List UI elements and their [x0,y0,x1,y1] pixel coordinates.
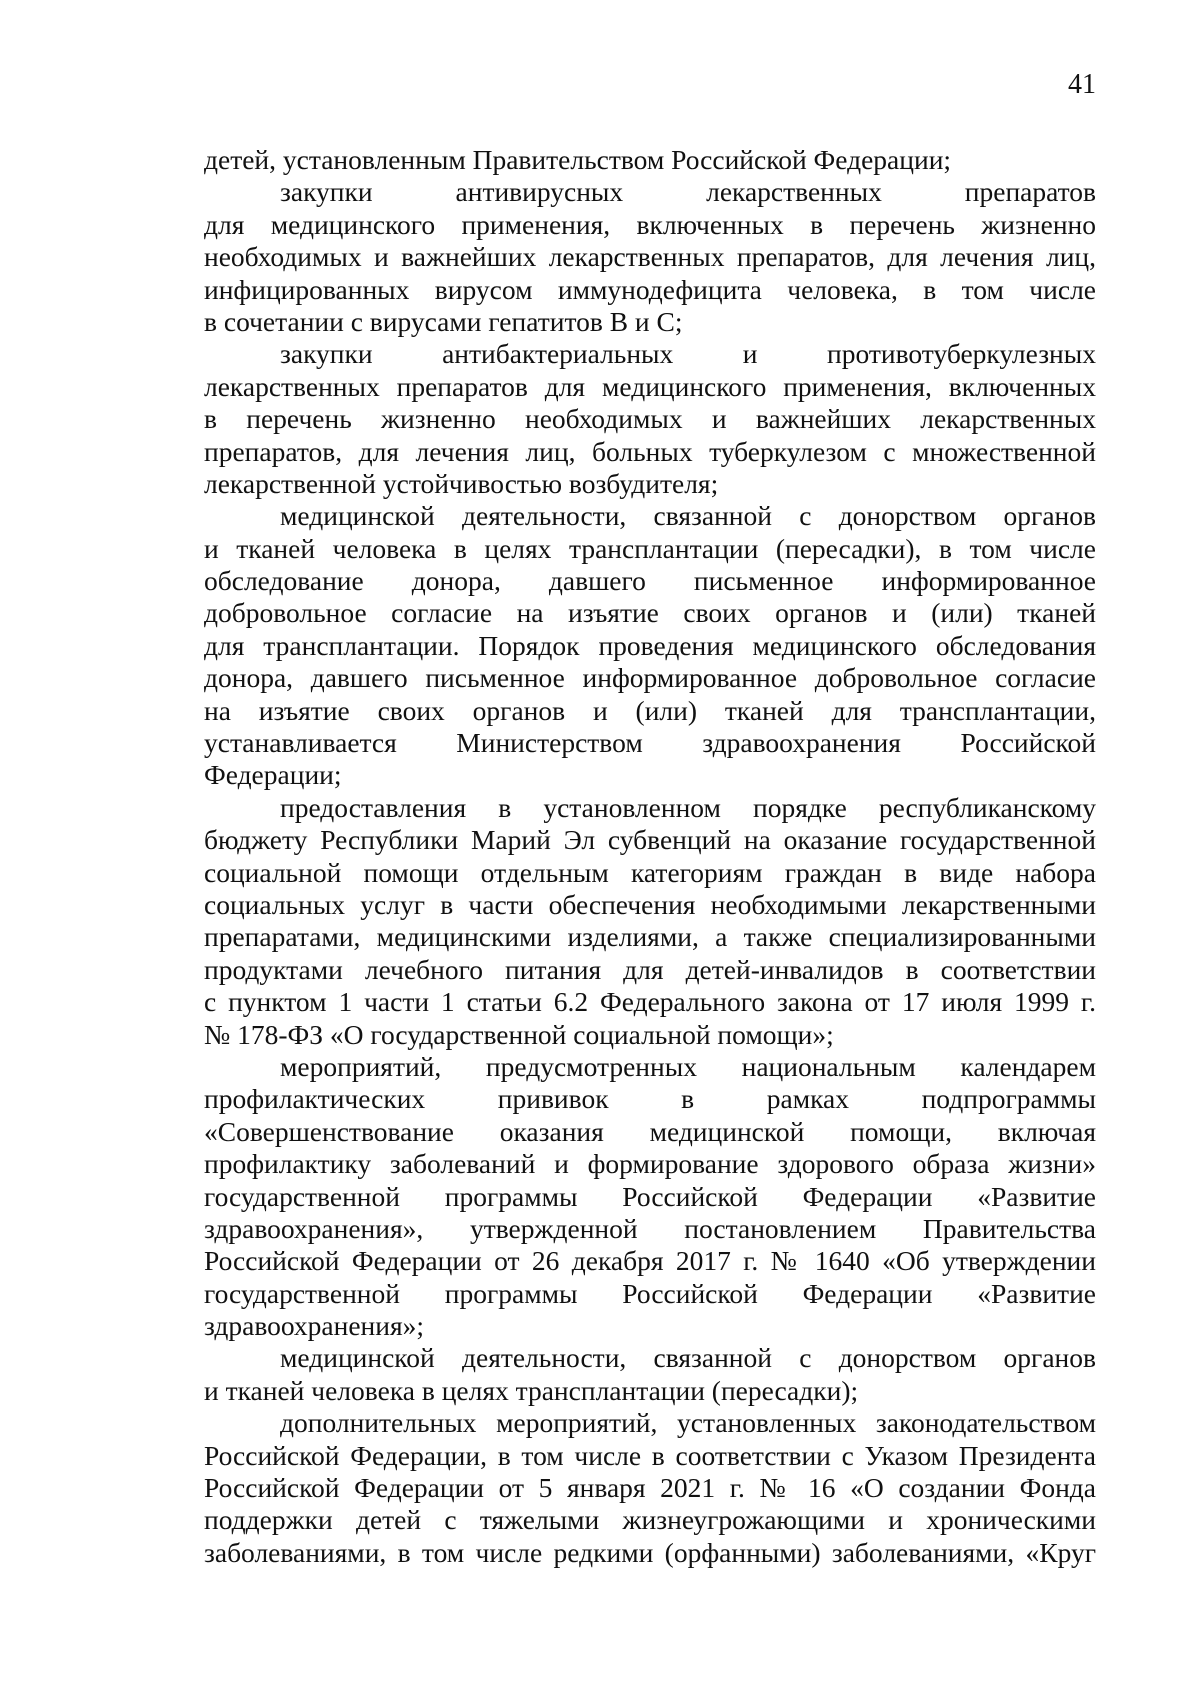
page-number: 41 [1068,69,1096,100]
text-line: здравоохранения», утвержденной постановлением Правительства [204,1212,1096,1244]
text-line: Российской Федерации, в том числе в соответствии с Указом Президента [204,1439,1096,1471]
paragraph-first-line: предоставления в установленном порядке республиканскому [280,791,1096,823]
paragraph-first-line: мероприятий, предусмотренных национальным календарем [280,1050,1096,1082]
text-line: с пунктом 1 части 1 статьи 6.2 Федерального закона от 17 июля 1999 г. [204,986,1096,1018]
text-line: препаратов, для лечения лиц, больных туберкулезом с множественной [204,435,1096,467]
text-line: на изъятие своих органов и (или) тканей для трансплантации, [204,694,1096,726]
text-line: добровольное согласие на изъятие своих органов и (или) тканей [204,597,1096,629]
paragraph-first-line: медицинской деятельности, связанной с донорством органов [280,500,1096,532]
text-line: поддержки детей с тяжелыми жизнеугрожающими и хроническими [204,1504,1096,1536]
text-line: социальной помощи отдельным категориям граждан в виде набора [204,856,1096,888]
text-line: бюджету Республики Марий Эл субвенций на оказание государственной [204,824,1096,856]
text-line: необходимых и важнейших лекарственных препаратов, для лечения лиц, [204,241,1096,273]
text-line: лекарственных препаратов для медицинского применения, включенных [204,370,1096,402]
text-line: инфицированных вирусом иммунодефицита человека, в том числе [204,273,1096,305]
text-line: Российской Федерации от 5 января 2021 г. № 16 «О создании Фонда [204,1472,1096,1504]
text-line: здравоохранения»; [204,1310,425,1342]
text-line: и тканей человека в целях трансплантации (пересадки), в том числе [204,532,1096,564]
text-line: продуктами лечебного питания для детей-инвалидов в соответствии [204,953,1096,985]
text-line: государственной программы Российской Федерации «Развитие [204,1277,1096,1309]
text-line: детей, установленным Правительством Российской Федерации; [204,144,952,175]
text-line: № 178-ФЗ «О государственной социальной помощи»; [204,1018,834,1050]
text-line: социальных услуг в части обеспечения необходимыми лекарственными [204,888,1096,920]
text-line: в перечень жизненно необходимых и важнейших лекарственных [204,403,1096,435]
text-line: в сочетании с вирусами гепатитов В и С; [204,305,683,337]
paragraph-first-line: дополнительных мероприятий, установленных законодательством [280,1407,1096,1439]
text-line: препаратами, медицинскими изделиями, а также специализированными [204,921,1096,953]
text-line: «Совершенствование оказания медицинской помощи, включая [204,1115,1096,1147]
text-line: заболеваниями, в том числе редкими (орфанными) заболеваниями, «Круг [204,1536,1096,1568]
text-line: и тканей человека в целях трансплантации (пересадки); [204,1374,859,1406]
text-line: для медицинского применения, включенных в перечень жизненно [204,208,1096,240]
paragraph-first-line: медицинской деятельности, связанной с донорством органов [280,1342,1096,1374]
text-line: донора, давшего письменное информированное добровольное согласие [204,662,1096,694]
text-line: Федерации; [204,759,342,791]
paragraph-first-line: закупки антибактериальных и противотуберкулезных [280,338,1096,370]
text-line: устанавливается Министерством здравоохранения Российской [204,727,1096,759]
text-line: профилактику заболеваний и формирование здорового образа жизни» [204,1148,1096,1180]
text-line: для трансплантации. Порядок проведения медицинского обследования [204,629,1096,661]
text-line: лекарственной устойчивостью возбудителя; [204,467,719,499]
document-body [204,144,1096,1569]
text-line: обследование донора, давшего письменное информированное [204,565,1096,597]
text-line: профилактических прививок в рамках подпрограммы [204,1083,1096,1115]
paragraph-first-line: закупки антивирусных лекарственных препаратов [280,176,1096,208]
text-line: Российской Федерации от 26 декабря 2017 г. № 1640 «Об утверждении [204,1245,1096,1277]
text-line: государственной программы Российской Федерации «Развитие [204,1180,1096,1212]
